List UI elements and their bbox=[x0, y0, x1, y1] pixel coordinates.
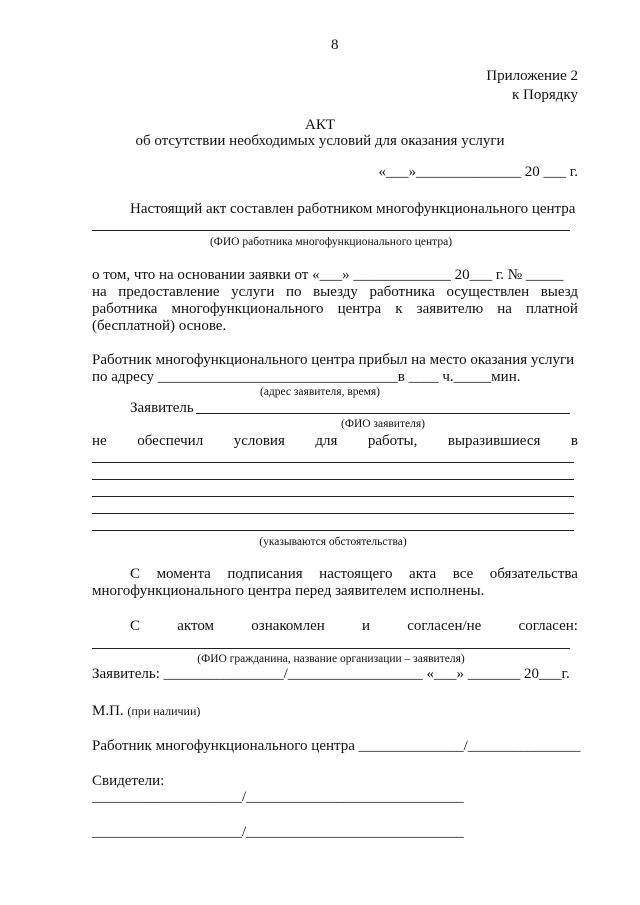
word: ознакомлен bbox=[251, 618, 325, 634]
word: для bbox=[315, 433, 338, 449]
stamp-label: М.П. bbox=[92, 703, 124, 719]
word: выезду bbox=[313, 284, 358, 300]
worker-name-caption: (ФИО работника многофункционального центра) bbox=[209, 236, 453, 248]
familiar-line bbox=[130, 617, 578, 635]
word: платной bbox=[526, 301, 578, 317]
para2-line-2: по адресу ________________________________в ____ ч._____мин. bbox=[92, 369, 521, 385]
witnesses-label: Свидетели: bbox=[92, 773, 165, 789]
circumstances-line-1 bbox=[92, 462, 574, 463]
word: работы, bbox=[367, 433, 418, 449]
citizen-caption: (ФИО гражданина, название организации – заявителя) bbox=[197, 653, 465, 665]
witness-line-2: ____________________/_____________________________ bbox=[92, 824, 464, 840]
para2-line-1: Работник многофункционального центра прибыл на место оказания услуги bbox=[92, 352, 575, 368]
circumstances-line-3 bbox=[92, 496, 574, 497]
word: настоящего bbox=[319, 566, 393, 582]
witness-line-1: ____________________/_____________________________ bbox=[92, 789, 464, 805]
word: на bbox=[497, 301, 512, 317]
worker-name-line bbox=[92, 230, 570, 231]
word: выезд bbox=[540, 284, 578, 300]
circumstances-line-4 bbox=[92, 513, 574, 514]
word: предоставление bbox=[118, 284, 220, 300]
word: по bbox=[286, 284, 302, 300]
para3-line-2: многофункционального центра перед заявителем исполнены. bbox=[92, 583, 485, 599]
word: осуществлен bbox=[446, 284, 530, 300]
word: выразившиеся bbox=[447, 433, 541, 449]
circumstances-line-2 bbox=[92, 479, 574, 480]
word: центра bbox=[337, 301, 382, 317]
word: С bbox=[130, 566, 141, 582]
word: многофункционального bbox=[171, 301, 324, 317]
word: обязательства bbox=[489, 566, 578, 582]
word: все bbox=[452, 566, 474, 582]
para1-line-2 bbox=[92, 283, 578, 301]
circumstances-caption: (указываются обстоятельства) bbox=[259, 536, 407, 548]
page-number: 8 bbox=[331, 37, 339, 53]
applicant-name-line bbox=[196, 413, 570, 414]
word: актом bbox=[177, 618, 215, 634]
citizen-name-line bbox=[92, 648, 570, 649]
word: работника bbox=[369, 284, 435, 300]
not-provided-line bbox=[92, 432, 578, 450]
word: к bbox=[395, 301, 403, 317]
word: согласен: bbox=[518, 618, 578, 634]
para1-line-1: о том, что на основании заявки от «___» _____________ 20___ г. № _____ bbox=[92, 267, 564, 283]
word: подписания bbox=[227, 566, 303, 582]
word: обеспечил bbox=[137, 433, 204, 449]
stamp-place bbox=[92, 702, 200, 720]
word: согласен/не bbox=[407, 618, 482, 634]
applicant-label: Заявитель bbox=[130, 400, 194, 416]
word: С bbox=[130, 618, 141, 634]
act-date-line: «___»______________ 20 ___ г. bbox=[378, 164, 578, 180]
para1-line-3 bbox=[92, 300, 578, 318]
act-subtitle: об отсутствии необходимых условий для оказания услуги bbox=[135, 133, 505, 149]
intro-text: Настоящий акт составлен работником многофункционального центра bbox=[130, 201, 576, 217]
word: в bbox=[570, 433, 578, 449]
word: момента bbox=[156, 566, 211, 582]
applicant-caption: (ФИО заявителя) bbox=[341, 418, 425, 430]
para1-line-4: (бесплатной) основе. bbox=[92, 318, 227, 334]
word: работника bbox=[92, 301, 158, 317]
address-caption: (адрес заявителя, время) bbox=[259, 386, 380, 398]
word: и bbox=[362, 618, 371, 634]
stamp-note: (при наличии) bbox=[127, 704, 201, 718]
word: условия bbox=[233, 433, 285, 449]
circumstances-line-5 bbox=[92, 530, 574, 531]
applicant-signature-line: Заявитель: ________________/__________________ «___» _______ 20___г. bbox=[92, 666, 570, 682]
act-title: АКТ bbox=[305, 117, 335, 133]
word: не bbox=[92, 433, 107, 449]
word: заявителю bbox=[416, 301, 484, 317]
para3-line-1 bbox=[130, 565, 578, 583]
word: акта bbox=[409, 566, 437, 582]
appendix-line-1: Приложение 2 bbox=[486, 68, 578, 84]
word: на bbox=[92, 284, 107, 300]
worker-signature-line: Работник многофункционального центра ______________/_______________ bbox=[92, 738, 581, 754]
word: услуги bbox=[231, 284, 275, 300]
appendix-line-2: к Порядку bbox=[512, 87, 578, 103]
